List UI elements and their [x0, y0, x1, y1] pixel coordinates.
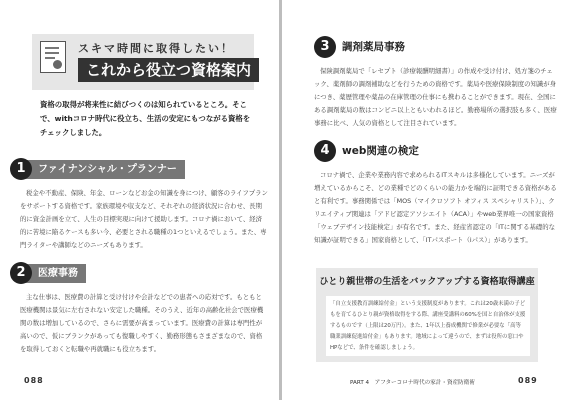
- section-4: [314, 142, 559, 247]
- header-kicker: スキマ時間に取得したい！: [78, 42, 234, 55]
- sidebar-box: [316, 268, 538, 362]
- section-body: 主な仕事は、医療費の計算と受け付けや会計などでの患者への応対です。もともと医療機関は景気に左右されない安定した職種。そのうえ、近年の高齢化社会で医療機関の数は増加しているので、さらに需要が高まっています。医療費の計算は専門性が高いので、仮にブランクがあっても復職しやすく、勤務形態もさまざまなので、資格を取得しておくと転職や再就職にも役立ちます。: [20, 293, 264, 353]
- lead-paragraph: 資格の取得が将来性に結びつくのは知られているところ。そこで、withコロナ時代に役立ち、生活の安定にもつながる資格をチェックしました。: [40, 100, 251, 137]
- section-number: 3: [314, 36, 336, 58]
- section-1: [10, 160, 268, 252]
- sidebar-box-body: 「自立支援教育訓練給付金」という支援制度があります。これは20歳未満の子どもを育てるひとり親が資格取得をする際、講座受講料の60%を国と自治体が支援するものです（上限は20万円）。また、1年以上養成機関で修業が必要な「高等職業訓練促進給付金」もあります。地域によって違うので、まずは役所の窓口やHPなどで、条件を確認しましょう。: [326, 296, 530, 356]
- running-head: PART 4 アフターコロナ時代の家計・資産防衛術: [350, 380, 475, 386]
- section-number: 2: [10, 262, 32, 284]
- page-number-right: 089: [518, 376, 538, 385]
- section-title: ファイナンシャル・プランナー: [24, 160, 185, 179]
- section-title: 医療事務: [24, 264, 86, 283]
- left-page: [0, 0, 279, 400]
- sidebar-box-title: ひとり親世帯の生活をバックアップする資格取得講座: [319, 277, 535, 287]
- section-body: 税金や不動産、保険、年金、ローンなどお金の知識を身につけ、顧客のライフプランをサポートする資格です。家族環境や収支など、それぞれの経済状況に合わせ、長期的に資金計画を立て、人生の目標実現に向けて援助します。コロナ禍において、経済的に苦境に陥るケースも多い今、必要とされる職種の1つといえるでしょう。また、専門ライターや講師などのニーズもあります。: [20, 189, 268, 249]
- section-title: web関連の検定: [342, 145, 419, 157]
- page-number-left: 088: [24, 376, 44, 385]
- certificate-icon: [40, 41, 66, 73]
- section-number: 4: [314, 140, 336, 162]
- page-title: これから役立つ資格案内: [78, 58, 259, 82]
- section-2: [10, 264, 268, 356]
- section-3: [314, 38, 559, 130]
- section-body: コロナ禍で、企業や業務内容で求められるITスキルは多様化しています。ニーズが増えているからこそ、どの業種でどのくらいの能力かを端的に証明できる資格があると有利です。事務関係では「MOS（マイクロソフト オフィス スペシャリスト）」、クリエイティブ関連は「アドビ認定アソシエイト（ACA）」やweb業界唯一の国家資格「ウェブデザイン技能検定」が有名です。また、経産省認定の「ITに関する基礎的な知識が証明できる」国家資格として、「ITパスポート（iパス）」があります。: [314, 171, 557, 244]
- article-header: [32, 34, 254, 90]
- section-heading: [10, 160, 268, 179]
- section-number: 1: [10, 158, 32, 180]
- section-heading: [314, 142, 559, 161]
- section-heading: [10, 264, 268, 283]
- section-body: 保険調剤薬局で「レセプト（診療報酬明細書）」の作成や受け付け、処方箋のチェック、薬剤師の調剤補助などを行うための資格です。薬局や医療保険制度の知識が身につき、薬歴管理や薬品の在庫管理の仕事にも携わることができます。現在、全国にある調剤薬局の数はコンビニ以上ともいわれるほど。勤務場所の選択肢も多く、医療事務に比べ、人気の資格として注目されています。: [314, 67, 557, 127]
- section-heading: [314, 38, 559, 57]
- section-title: 調剤薬局事務: [342, 41, 405, 53]
